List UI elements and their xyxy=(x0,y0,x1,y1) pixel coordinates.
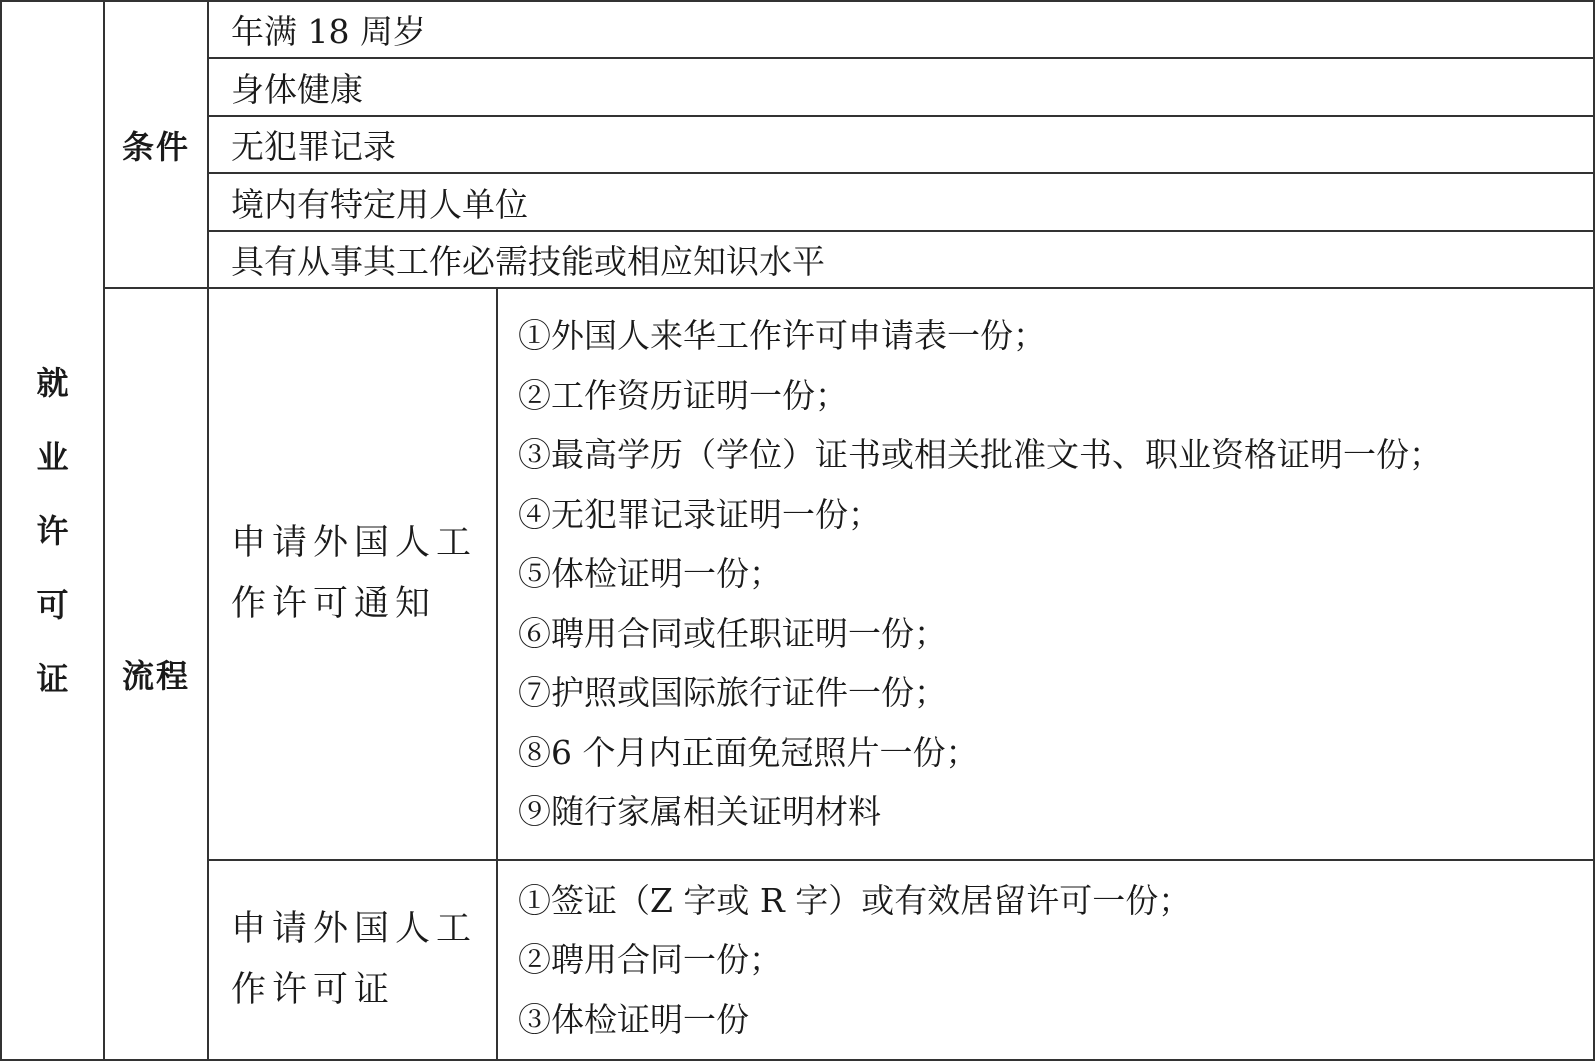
process-step-title: 申请外国人工作许可通知 xyxy=(208,288,497,860)
process-step-row xyxy=(1,860,1594,1060)
condition-row xyxy=(1,173,1594,230)
main-header-char: 业 xyxy=(36,437,69,476)
document-list xyxy=(497,288,1594,860)
document-item: ②工作资历证明一份； xyxy=(518,375,848,415)
document-item: ⑦护照或国际旅行证件一份； xyxy=(518,673,947,713)
document-item: ⑥聘用合同或任职证明一份； xyxy=(518,613,947,653)
condition-row xyxy=(1,1,1594,58)
document-item: ③最高学历（学位）证书或相关批准文书、职业资格证明一份； xyxy=(518,435,1442,475)
process-step-row xyxy=(1,288,1594,860)
main-header-char: 证 xyxy=(36,659,69,698)
main-header-char: 就 xyxy=(36,363,69,402)
document-item: ⑨随行家属相关证明材料 xyxy=(518,792,881,832)
document-item: ⑤体检证明一份； xyxy=(518,554,782,594)
document-list xyxy=(497,860,1594,1060)
document-item: ⑧6 个月内正面免冠照片一份； xyxy=(518,732,979,772)
document-item: ①外国人来华工作许可申请表一份； xyxy=(518,316,1046,356)
condition-row xyxy=(1,58,1594,115)
main-header-cell xyxy=(1,1,104,1060)
document-item: ①签证（Z 字或 R 字）或有效居留许可一份； xyxy=(518,880,1192,920)
condition-row xyxy=(1,116,1594,173)
document-item: ②聘用合同一份； xyxy=(518,940,782,980)
condition-item: 境内有特定用人单位 xyxy=(208,173,1594,230)
process-header: 流程 xyxy=(104,288,208,1060)
conditions-header: 条件 xyxy=(104,1,208,288)
condition-item: 具有从事其工作必需技能或相应知识水平 xyxy=(208,231,1594,288)
document-item: ③体检证明一份 xyxy=(518,999,749,1039)
condition-row xyxy=(1,231,1594,288)
condition-item: 身体健康 xyxy=(208,58,1594,115)
condition-item: 年满 18 周岁 xyxy=(208,1,1594,58)
document-item: ④无犯罪记录证明一份； xyxy=(518,494,881,534)
main-header-char: 许 xyxy=(36,511,69,550)
condition-item: 无犯罪记录 xyxy=(208,116,1594,173)
process-step-title: 申请外国人工作许可证 xyxy=(208,860,497,1060)
main-header-char: 可 xyxy=(36,585,69,624)
